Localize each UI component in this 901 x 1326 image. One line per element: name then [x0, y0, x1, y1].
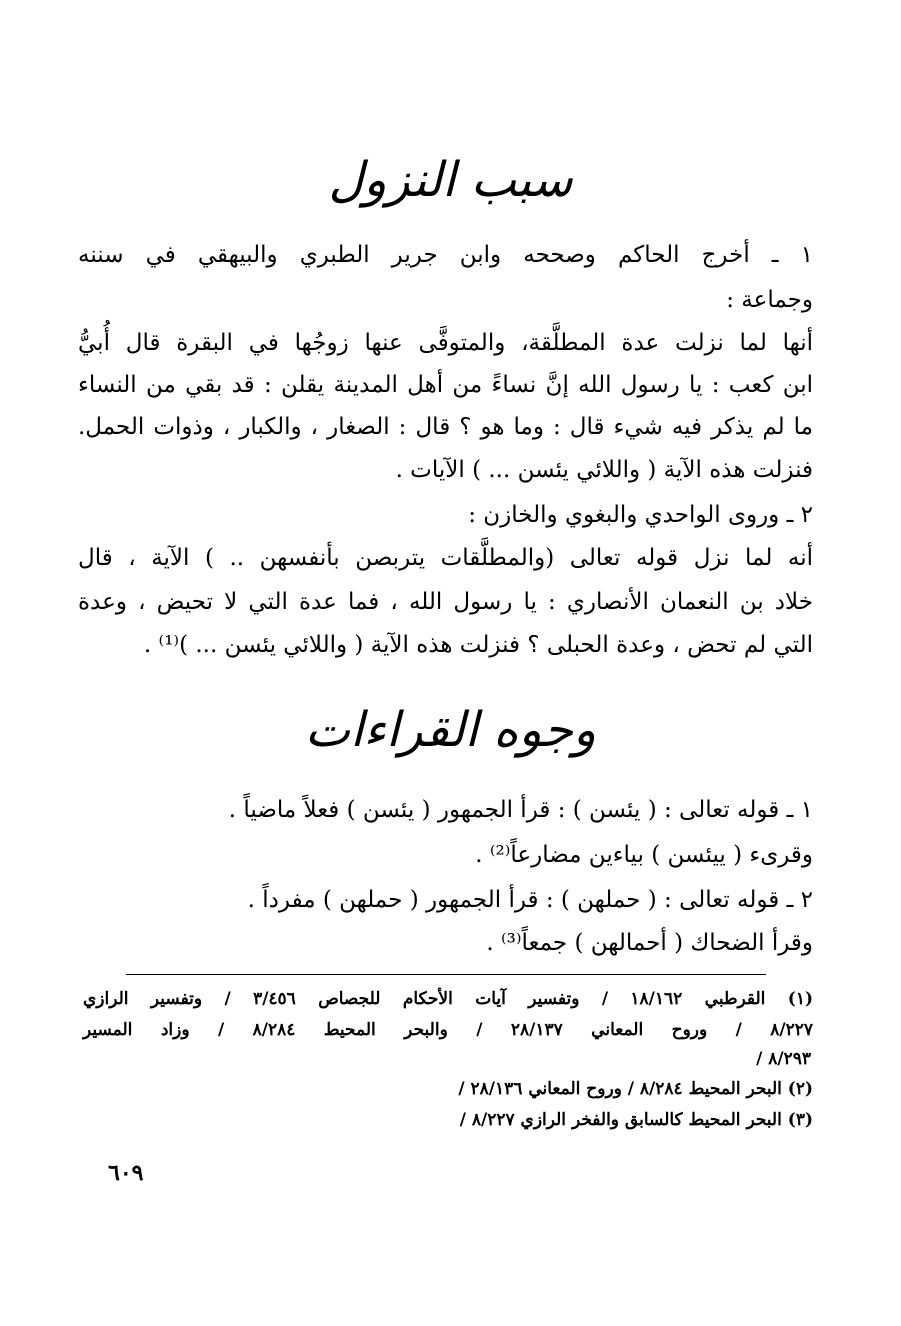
body-line: خلاد بن النعمان الأنصاري : يا رسول الله ، فما عدة التي لا تحيض ، وعدة — [78, 589, 813, 615]
body-line: ١ ـ أخرج الحاكم وصححه وابن جرير الطبري والبيهقي في سننه — [78, 242, 813, 268]
body-line: وقرىء ( ييئسن ) بياءين مضارعاً⁽²⁾ . — [475, 842, 813, 868]
footnote-line: ٨/٢٢٧ / وروح المعاني ٢٨/١٣٧ / والبحر المحيط ٨/٢٨٤ / وزاد المسير — [83, 1020, 814, 1040]
body-line: ابن كعب : يا رسول الله إنَّ نساءً من أهل المدينة يقلن : قد بقي من النساء — [78, 372, 813, 398]
body-line: ٢ ـ قوله تعالى : ( حملهن ) : قرأ الجمهور ( حملهن ) مفرداً . — [247, 887, 813, 913]
body-line: أنها لما نزلت عدة المطلَّقة، والمتوفَّى عنها زوجُها في البقرة قال أُبيُّ — [78, 330, 813, 356]
body-line: التي لم تحض ، وعدة الحبلى ؟ فنزلت هذه الآية ( واللائي يئسن ... )⁽¹⁾ . — [143, 632, 813, 658]
body-line: فنزلت هذه الآية ( واللائي يئسن ... ) الآيات . — [395, 457, 813, 483]
footnote-line: (٢) البحر المحيط ٨/٢٨٤ / وروح المعاني ٢٨/١٣٦ / — [458, 1079, 813, 1099]
footnote-line: (١) القرطبي ١٨/١٦٢ / وتفسير آيات الأحكام للجصاص ٣/٤٥٦ / وتفسير الرازي — [83, 989, 813, 1009]
body-line: ما لم يذكر فيه شيء قال : وما هو ؟ قال : الصغار ، والكبار ، وذوات الحمل. — [78, 414, 813, 440]
body-line: أنه لما نزل قوله تعالى (والمطلَّقات يتربصن بأنفسهن .. ) الآية ، قال — [78, 545, 813, 571]
footnote-separator — [126, 974, 766, 975]
section-heading-wujuh-al-qiraat: وجوه القراءات — [304, 702, 597, 758]
footnote-line: ٨/٢٩٣ / — [756, 1049, 811, 1069]
section-heading-asbab-al-nuzul: سبب النزول — [328, 152, 573, 208]
body-line: وقرأ الضحاك ( أحمالهن ) جمعاً⁽³⁾ . — [486, 930, 813, 956]
footnote-line: (٣) البحر المحيط كالسابق والفخر الرازي ٨/٢٢٧ / — [459, 1110, 813, 1130]
body-line: ١ ـ قوله تعالى : ( يئسن ) : قرأ الجمهور ( يئسن ) فعلاً ماضياً . — [228, 797, 813, 823]
page-number: ٦٠٩ — [108, 1160, 144, 1186]
body-line: ٢ ـ وروى الواحدي والبغوي والخازن : — [468, 502, 813, 528]
body-line: وجماعة : — [726, 287, 813, 313]
